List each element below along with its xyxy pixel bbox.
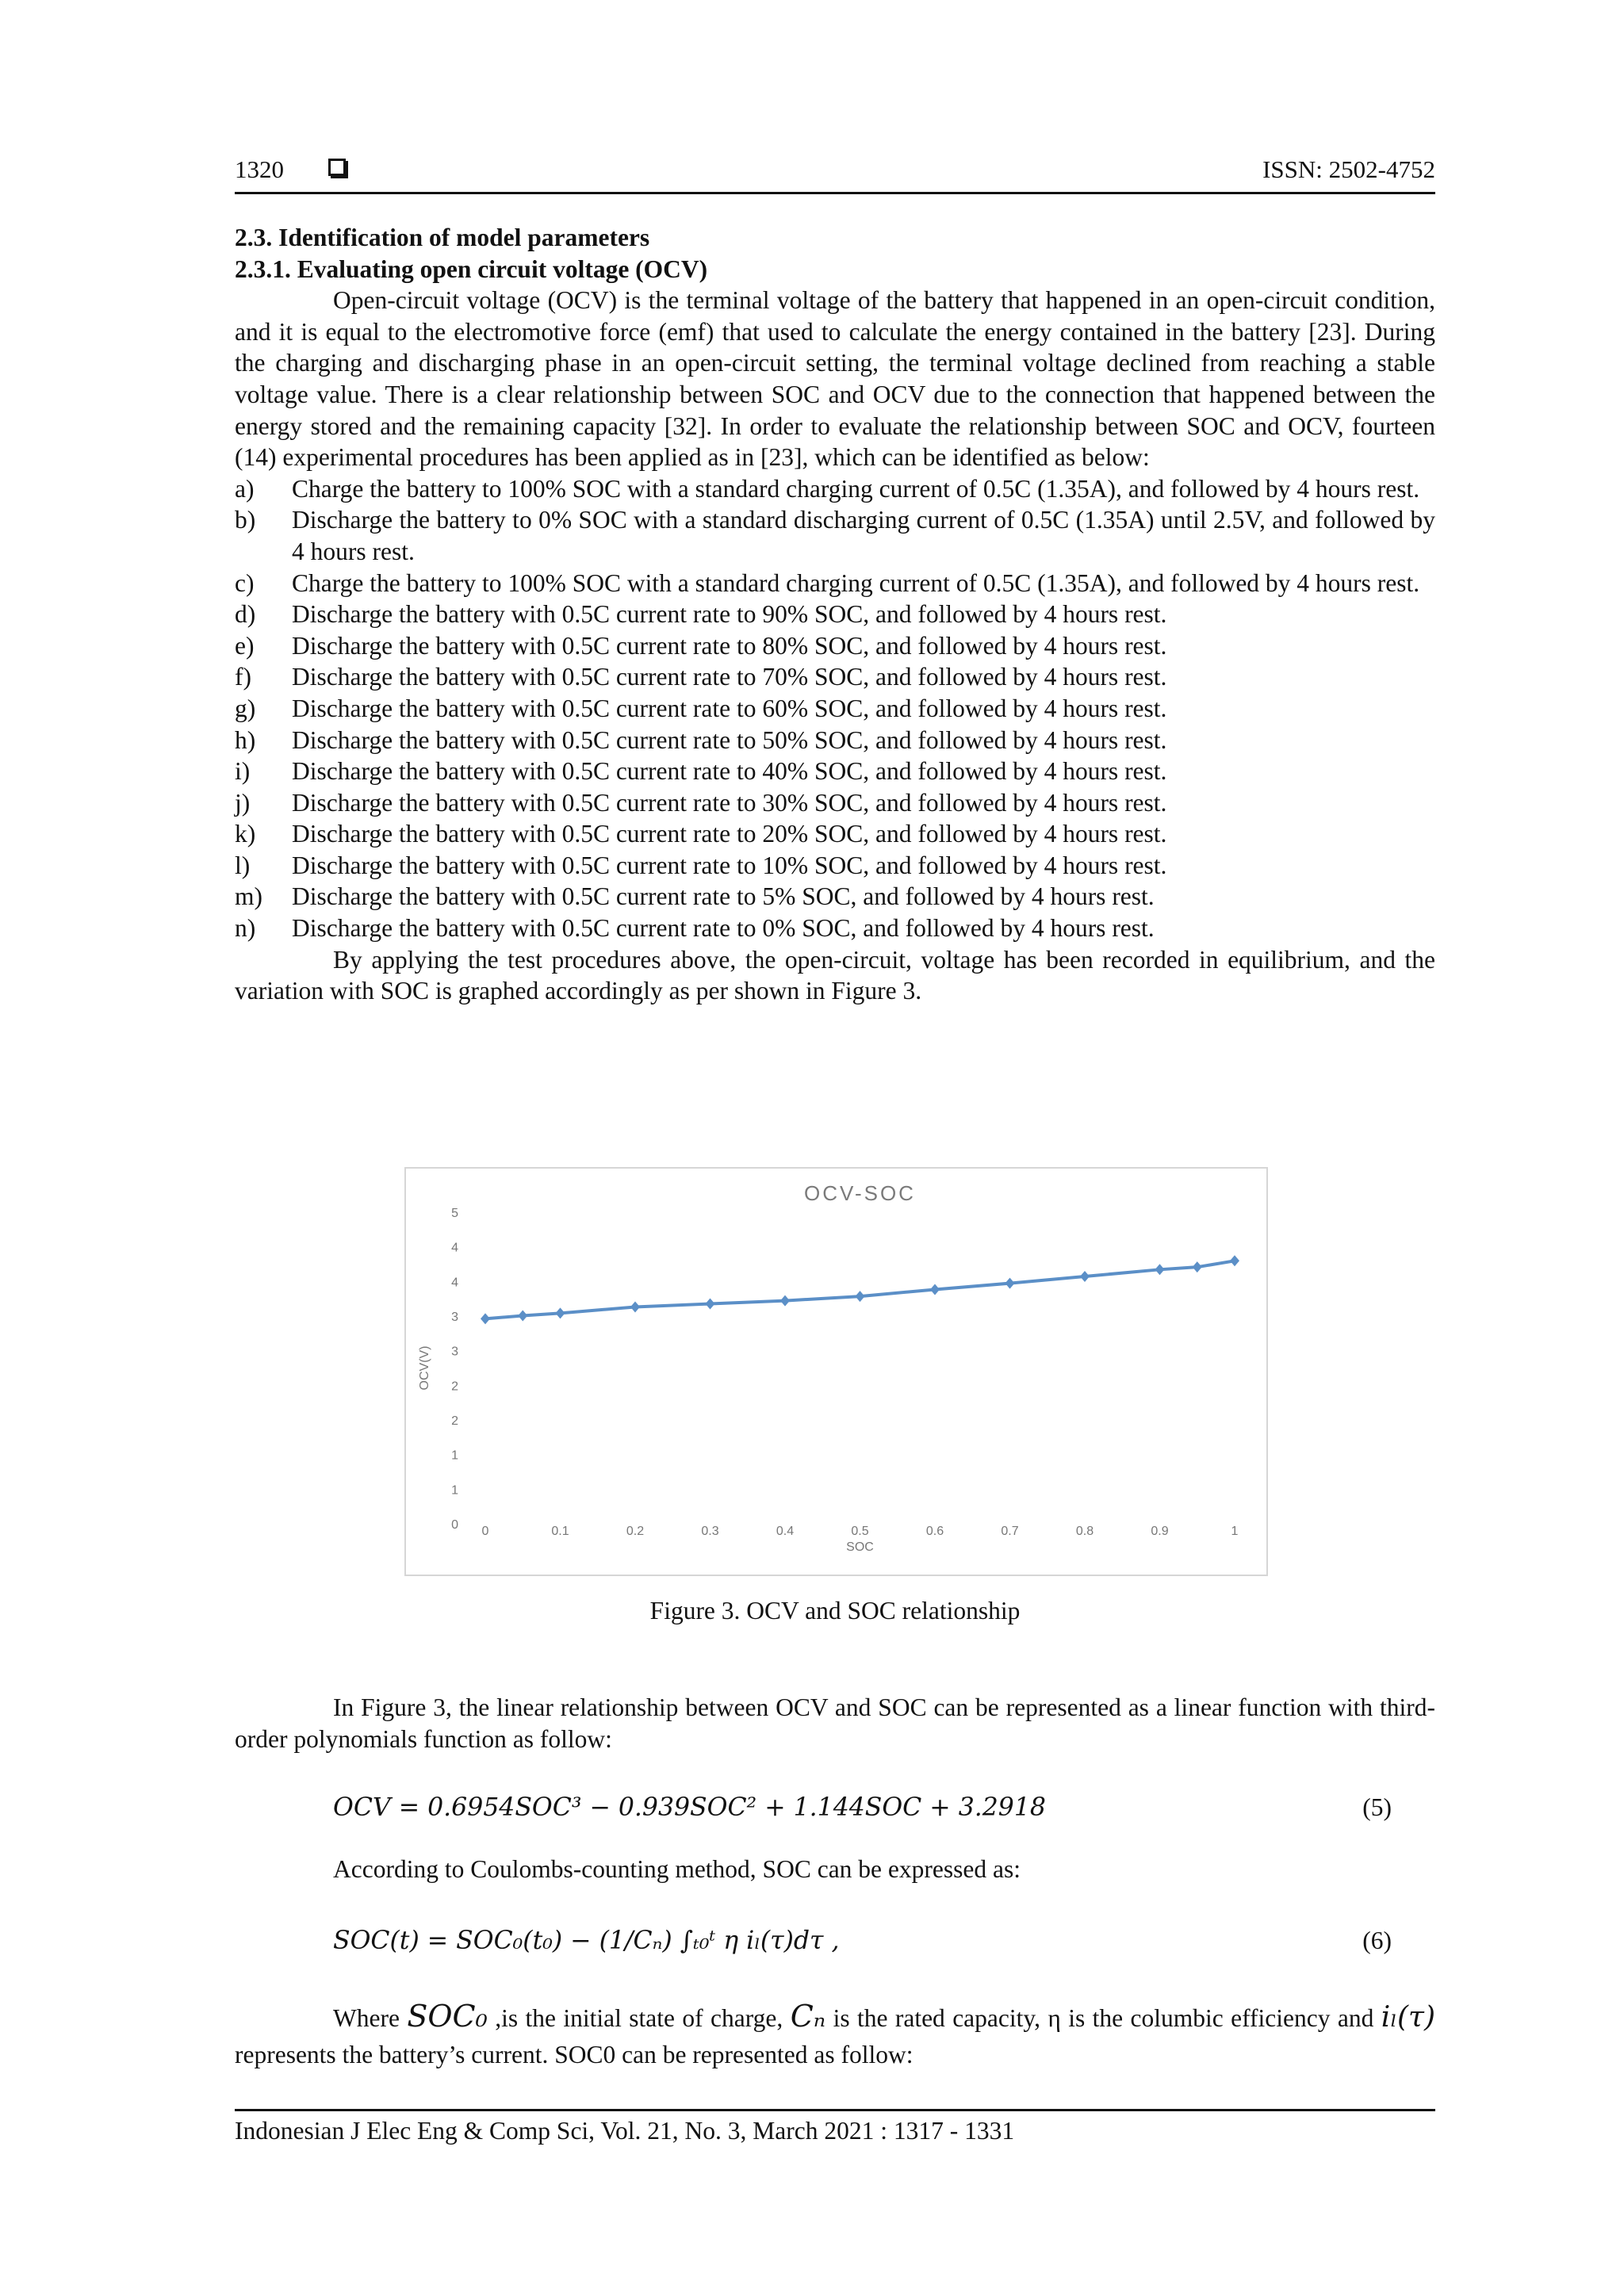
after-list-paragraph: By applying the test procedures above, the open-circuit, voltage has been recorded in equilibrium, and the variation with SOC is graphed accordingly as per shown in Figure 3. xyxy=(235,945,1435,1005)
y-axis-label: OCV(V) xyxy=(418,1345,431,1391)
where-part4: represents the battery’s current. SOC0 can be represented as follow: xyxy=(235,2041,914,2068)
x-axis-label: SOC xyxy=(846,1540,874,1554)
procedure-item xyxy=(235,661,1435,693)
procedure-item xyxy=(235,725,1435,756)
data-point xyxy=(930,1284,940,1295)
section-heading: 2.3. Identification of model parameters xyxy=(235,224,650,251)
procedure-list xyxy=(235,473,1435,944)
y-tick-label: 3 xyxy=(451,1311,458,1324)
procedure-item xyxy=(235,818,1435,850)
procedure-item xyxy=(235,630,1435,662)
procedure-item xyxy=(235,568,1435,599)
footer-rule xyxy=(235,2109,1435,2111)
procedure-label: n) xyxy=(235,914,256,943)
procedure-label: k) xyxy=(235,820,256,848)
header-rule xyxy=(235,192,1435,194)
procedure-text: Discharge the battery with 0.5C current rate to 0% SOC, and followed by 4 hours rest. xyxy=(292,914,1155,943)
y-tick-label: 4 xyxy=(451,1276,458,1290)
procedure-text: Discharge the battery with 0.5C current rate to 30% SOC, and followed by 4 hours rest. xyxy=(292,788,1167,817)
procedure-text: Discharge the battery with 0.5C current rate to 5% SOC, and followed by 4 hours rest. xyxy=(292,882,1155,911)
data-point xyxy=(1230,1255,1239,1266)
procedure-label: e) xyxy=(235,631,255,660)
y-tick-label: 0 xyxy=(451,1518,458,1532)
y-tick-label: 2 xyxy=(451,1380,458,1394)
procedure-label: g) xyxy=(235,694,256,722)
procedure-text: Discharge the battery with 0.5C current rate to 70% SOC, and followed by 4 hours rest. xyxy=(292,663,1167,691)
y-tick-label: 5 xyxy=(451,1207,458,1220)
procedure-text: Charge the battery to 100% SOC with a standard charging current of 0.5C (1.35A), and followed by 4 hours rest. xyxy=(292,568,1420,597)
x-tick-label: 0.1 xyxy=(551,1525,569,1538)
procedure-text: Discharge the battery to 0% SOC with a standard discharging current of 0.5C (1.35A) until 2.5V, and followed by 4 hours rest. xyxy=(292,506,1435,565)
procedure-text: Discharge the battery with 0.5C current rate to 40% SOC, and followed by 4 hours rest. xyxy=(292,757,1167,786)
intro-paragraph: Open-circuit voltage (OCV) is the terminal voltage of the battery that happened in an open-circuit condition, and it is equal to the electromotive force (emf) that used to calculate the energy contained in the battery [23]. During the charging and discharging phase in an open-circuit setting, the terminal voltage declined from reaching a stable voltage value. There is a clear relationship between SOC and OCV due to the connection that happened between the energy stored and the remaining capacity [32]. In order to evaluate the relationship between SOC and OCV, fourteen (14) experimental procedures has been applied as in [23], which can be identified as below: xyxy=(235,286,1435,472)
procedure-item xyxy=(235,881,1435,913)
where-part3: is the rated capacity, η is the columbic efficiency and xyxy=(825,2004,1381,2032)
procedure-item xyxy=(235,599,1435,630)
procedure-text: Discharge the battery with 0.5C current rate to 60% SOC, and followed by 4 hours rest. xyxy=(292,694,1167,722)
procedure-text: Discharge the battery with 0.5C current rate to 90% SOC, and followed by 4 hours rest. xyxy=(292,600,1167,629)
equation-5-number: (5) xyxy=(1362,1793,1392,1821)
footer-citation: Indonesian J Elec Eng & Comp Sci, Vol. 21, No. 3, March 2021 : 1317 - 1331 xyxy=(235,2117,1015,2145)
procedure-text: Discharge the battery with 0.5C current rate to 20% SOC, and followed by 4 hours rest. xyxy=(292,820,1167,848)
procedure-text: Charge the battery to 100% SOC with a standard charging current of 0.5C (1.35A), and followed by 4 hours rest. xyxy=(292,474,1420,503)
checkbox-square-icon xyxy=(328,159,346,176)
x-tick-label: 0.7 xyxy=(1001,1525,1019,1538)
data-point xyxy=(1005,1278,1015,1289)
data-point xyxy=(556,1307,565,1318)
x-tick-label: 1 xyxy=(1231,1525,1239,1538)
x-tick-label: 0 xyxy=(481,1525,489,1538)
procedure-item xyxy=(235,787,1435,819)
procedure-label: a) xyxy=(235,474,255,503)
procedure-item xyxy=(235,756,1435,787)
data-point xyxy=(481,1313,490,1324)
chart-title: OCV-SOC xyxy=(804,1181,916,1205)
x-tick-label: 0.3 xyxy=(701,1525,719,1538)
procedure-label: d) xyxy=(235,600,256,629)
procedure-item xyxy=(235,693,1435,725)
equation-6-number: (6) xyxy=(1362,1927,1392,1954)
issn: ISSN: 2502-4752 xyxy=(1262,155,1435,183)
page-number: 1320 xyxy=(235,155,284,183)
coulomb-line: According to Coulombs-counting method, SOC can be expressed as: xyxy=(333,1855,1021,1883)
x-tick-label: 0.8 xyxy=(1075,1525,1094,1538)
procedure-label: c) xyxy=(235,568,255,597)
procedure-item xyxy=(235,504,1435,567)
equation-5 xyxy=(333,1793,1392,1822)
x-tick-label: 0.4 xyxy=(776,1525,795,1538)
cn-symbol: Cₙ xyxy=(790,1999,826,2034)
procedure-text: Discharge the battery with 0.5C current rate to 50% SOC, and followed by 4 hours rest. xyxy=(292,725,1167,754)
data-point xyxy=(856,1291,865,1302)
procedure-text: Discharge the battery with 0.5C current rate to 10% SOC, and followed by 4 hours rest. xyxy=(292,851,1167,879)
figure-ocv-soc xyxy=(404,1167,1268,1576)
procedure-label: m) xyxy=(235,882,262,911)
where-part2: ,is the initial state of charge, xyxy=(487,2004,791,2032)
data-point xyxy=(1193,1261,1202,1272)
y-tick-label: 4 xyxy=(451,1241,458,1255)
procedure-text: Discharge the battery with 0.5C current rate to 80% SOC, and followed by 4 hours rest. xyxy=(292,631,1167,660)
y-tick-label: 2 xyxy=(451,1414,458,1428)
procedure-item xyxy=(235,473,1435,505)
data-point xyxy=(706,1299,715,1310)
equation-5-body: OCV = 0.6954SOC³ − 0.939SOC² + 1.144SOC + 3.2918 xyxy=(333,1793,1046,1822)
equation-6-body: SOC(t) = SOC₀(t₀) − (1/Cₙ) ∫ₜ₀ᵗ η iₗ(τ)dτ , xyxy=(333,1927,840,1955)
equation-6 xyxy=(333,1927,1392,1955)
linear-paragraph-text: In Figure 3, the linear relationship between OCV and SOC can be represented as a linear function with third-order polynomials function as follow: xyxy=(235,1693,1435,1753)
x-tick-label: 0.2 xyxy=(626,1525,645,1538)
subsection-heading: 2.3.1. Evaluating open circuit voltage (OCV) xyxy=(235,254,708,283)
y-tick-label: 1 xyxy=(451,1483,458,1498)
linear-paragraph xyxy=(235,1692,1435,1755)
procedure-label: b) xyxy=(235,506,256,534)
procedure-label: i) xyxy=(235,757,251,786)
data-point xyxy=(780,1295,790,1307)
where-part1: Where xyxy=(333,2004,408,2032)
x-tick-label: 0.6 xyxy=(925,1525,944,1538)
procedure-item xyxy=(235,913,1435,944)
ocv-soc-chart xyxy=(406,1169,1266,1575)
data-point xyxy=(518,1310,527,1321)
where-paragraph xyxy=(235,1998,1435,2073)
data-point xyxy=(630,1301,640,1312)
procedure-label: f) xyxy=(235,663,251,691)
il-symbol: iₗ(τ) xyxy=(1381,2001,1436,2034)
x-tick-label: 0.9 xyxy=(1151,1525,1169,1538)
soc0-symbol: SOC₀ xyxy=(407,1999,488,2034)
procedure-label: l) xyxy=(235,851,251,879)
data-point xyxy=(1080,1271,1090,1282)
section-body xyxy=(235,222,1435,1007)
y-tick-label: 3 xyxy=(451,1345,458,1359)
procedure-item xyxy=(235,850,1435,882)
y-tick-label: 1 xyxy=(451,1448,458,1463)
series-line xyxy=(485,1261,1235,1318)
figure-caption: Figure 3. OCV and SOC relationship xyxy=(649,1597,1021,1624)
page-header xyxy=(235,155,1435,193)
procedure-label: j) xyxy=(235,788,251,817)
x-tick-label: 0.5 xyxy=(851,1525,869,1538)
procedure-label: h) xyxy=(235,725,256,754)
data-point xyxy=(1155,1264,1165,1275)
